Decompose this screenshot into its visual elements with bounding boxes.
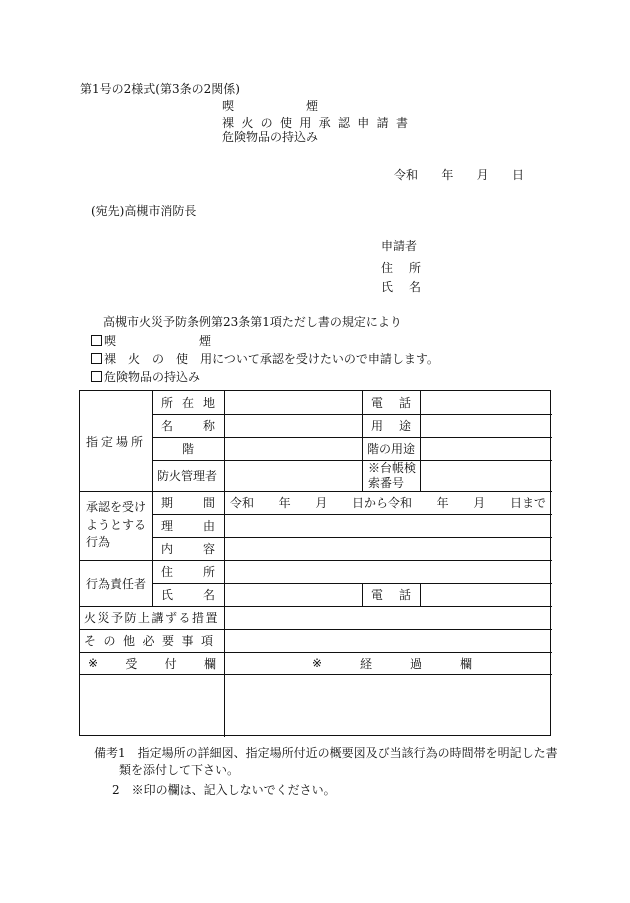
- application-table: [79, 390, 551, 736]
- fire-manager-label: 防火管理者: [157, 469, 218, 483]
- content-label: 内 容: [161, 542, 215, 556]
- legal-statement: 高槻市火災予防条例第23条第1項ただし書の規定により: [103, 315, 402, 329]
- title-line-smoking: 喫 煙: [222, 99, 318, 113]
- floor-field[interactable]: [224, 437, 362, 460]
- applicant-label: 申請者: [381, 239, 418, 253]
- action-label: 承認を受けようとする行為: [86, 500, 147, 550]
- other-field[interactable]: [224, 629, 552, 652]
- content-field[interactable]: [224, 537, 552, 560]
- period-field[interactable]: 令和 年 月 日から令和 年 月 日まで: [230, 496, 546, 510]
- fire-prevention-label: 火災予防上講ずる措置: [84, 611, 220, 625]
- ledger-number-label: ※台帳検索番号: [368, 460, 417, 490]
- title-line-dangerous: 危険物品の持込み: [222, 130, 319, 144]
- phone-field[interactable]: [420, 391, 552, 414]
- note-1-line-2: 類を添付して下さい。: [119, 763, 240, 778]
- responsible-address-field[interactable]: [224, 560, 552, 583]
- checkbox-dangerous-goods[interactable]: [91, 371, 102, 382]
- responsible-phone-field[interactable]: [420, 583, 552, 606]
- use-field[interactable]: [420, 414, 552, 437]
- responsible-name-label: 氏 名: [161, 588, 215, 602]
- designated-place-label: 指定場所: [85, 434, 146, 449]
- responsible-phone-label: 電 話: [371, 588, 411, 602]
- checkbox-smoking[interactable]: [91, 335, 102, 346]
- phone-label: 電 話: [371, 396, 411, 410]
- ledger-number-field[interactable]: [420, 460, 552, 491]
- title-line-open-fire: 裸 火 の 使 用 承 認 申 請 書: [222, 116, 408, 130]
- location-label: 所 在 地: [161, 396, 215, 410]
- fire-prevention-field[interactable]: [224, 606, 552, 629]
- note-2: 2 ※印の欄は、記入しないでください。: [112, 782, 336, 797]
- reception-header: ※ 受 付 欄: [88, 656, 216, 671]
- addressee: (宛先)高槻市消防長: [91, 204, 197, 218]
- applicant-name-label: 氏 名: [381, 280, 421, 294]
- application-date: 令和 年 月 日: [394, 168, 524, 182]
- floor-use-label: 階の用途: [366, 442, 415, 456]
- note-1-line-1: 備考1 指定場所の詳細図、指定場所付近の概要図及び当該行為の時間帯を明記した書: [94, 746, 558, 760]
- checkbox-open-fire[interactable]: [91, 353, 102, 364]
- fire-manager-field[interactable]: [224, 460, 362, 491]
- progress-field: [224, 674, 552, 736]
- location-field[interactable]: [224, 391, 362, 414]
- name-label: 名 称: [161, 419, 215, 433]
- use-label: 用 途: [371, 419, 411, 433]
- period-label: 期 間: [161, 496, 215, 510]
- reception-field: [80, 674, 224, 736]
- checkbox-row-smoking[interactable]: 喫 煙: [91, 332, 211, 349]
- reason-label: 理 由: [161, 519, 215, 533]
- applicant-address-label: 住 所: [381, 261, 421, 275]
- floor-label: 階: [181, 442, 194, 456]
- responsible-label: 行為責任者: [86, 576, 147, 591]
- floor-use-field[interactable]: [420, 437, 552, 460]
- name-field[interactable]: [224, 414, 362, 437]
- reason-field[interactable]: [224, 514, 552, 537]
- other-label: その他必要事項: [84, 634, 221, 648]
- notes: [94, 745, 558, 799]
- checkbox-row-dangerous-goods[interactable]: 危険物品の持込み: [91, 368, 200, 385]
- form-number: 第1号の2様式(第3条の2関係): [80, 82, 240, 96]
- progress-header: ※ 経 過 欄: [312, 656, 472, 671]
- responsible-address-label: 住 所: [161, 565, 215, 579]
- responsible-name-field[interactable]: [224, 583, 362, 606]
- checkbox-row-open-fire[interactable]: 裸 火 の 使 用について承認を受けたいので申請します。: [91, 350, 439, 367]
